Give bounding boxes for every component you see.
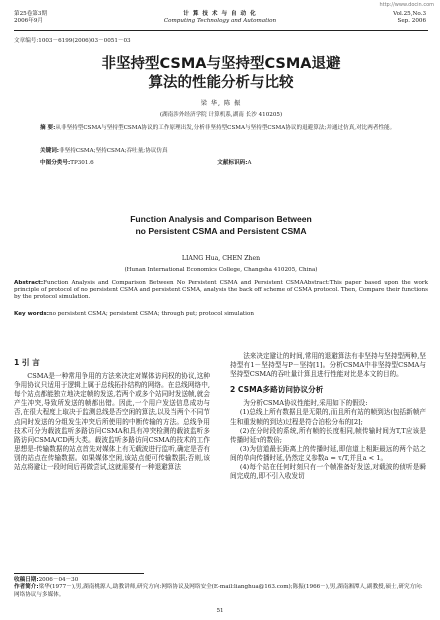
abstract-zh-text: 从非坚持型CSMA与坚持型CSMA协议的工作原理出发,分析非坚持型CSMA与坚持型CSMA协议的退避算法;并通过仿真,对比两者性能。 [55, 125, 396, 131]
clc-label: 中图分类号: [40, 160, 71, 166]
section-2-heading: 2 CSMA多路访问协议分析 [230, 385, 324, 395]
received-label: 收稿日期: [14, 577, 39, 583]
author-bio-label: 作者简介: [14, 584, 39, 591]
keywords-zh [40, 148, 405, 155]
keywords-en [14, 311, 428, 318]
assumption-3: (3)为信道最长距离上的传播时延,即信道上相距最远的两个站之间的单向传播时延,仍然定义参数a = τ/T,并且a < 1。 [230, 444, 426, 462]
title-en-line1: Function Analysis and Comparison Between [130, 214, 312, 224]
abstract-en [14, 280, 428, 301]
paragraph-assumptions: 为分析CSMA协议性能时,采用如下的假设: [243, 399, 368, 408]
abstract-en-label: Abstract: [14, 280, 44, 286]
doc-code-label: 文献标识码: [217, 160, 248, 166]
article-id: 文章编号:1003－6199(2006)03－0051－03 [14, 38, 131, 44]
paragraph-intro-continued: 法来决定避让的时间,常用的退避算法有非坚持与坚持型两种,坚持型有1－坚持型与P－坚持[1]。分析CSMA中非坚持型CSMA与坚持型CSMA的吞吐量计算且进行性能对比是本文的目的。 [230, 352, 426, 379]
title-zh-line2: 算法的性能分析与比较 [148, 75, 294, 91]
assumption-1: (1)总线上所有数据且是无限的,而且所有站的帧到达(包括新帧产生和重发帧的到达)过程是符合泊松分布的[2]; [230, 408, 426, 426]
issue-info [14, 11, 47, 25]
footnote [14, 577, 428, 599]
doc-code-value: A [247, 160, 252, 166]
keywords-en-label: Key words: [14, 311, 49, 317]
keywords-zh-label: 关键词: [40, 148, 60, 154]
assumption-2: (2)在分时段的系统,所有帧的长度相同,帧传输时间为T,T应该是传播时延τ的数倍; [230, 426, 426, 444]
author-bio [14, 584, 428, 599]
issue-volume: 第25卷第3期 [14, 11, 48, 17]
journal-name-en: Computing Technology and Automation [163, 18, 277, 24]
keywords-en-text: no persistent CSMA; persistent CSMA; through put; protocol simulation [48, 311, 254, 317]
authors-en: LIANG Hua, CHEN Zhen [181, 255, 261, 262]
watermark-url: http://www.docin.com [379, 2, 434, 8]
page-number: 51 [216, 608, 224, 614]
journal-name [120, 11, 320, 25]
author-bio-text: 梁华(1977－),男,湖南桃源人,助教讲师,研究方向:网络协议及网络安全(E-mail:lianghua@163.com);陈振(1966－),男,湖南湘潭人,副教授,硕士,研究方向:网络协议与多媒体。 [14, 584, 423, 598]
issue-date-en: Sep. 2006 [397, 18, 426, 24]
journal-name-zh: 计 算 技 术 与 自 动 化 [183, 11, 257, 17]
body-column-left [14, 352, 210, 472]
affiliation-en: (Hunan International Economics College, Changsha 410205, China) [124, 267, 318, 273]
abstract-zh [40, 125, 405, 132]
keywords-zh-text: 非坚持CSMA;坚持CSMA;吞吐量;协议仿真 [59, 148, 168, 154]
paragraph-intro: CSMA是一种常用争用的方法来决定对媒体访问权的协议,这种争用协议只适用于逻辑上属于总线拓扑结构的网络。在总线网络中,每个站点都能独立地决定帧的发送,若两个或多个站同时发送帧,就会产生冲突,导致所发送的帧都出错。因此,一个用户发送信息成功与否,在很大程度上取决于监测总线是否空闲的算法,以及当两个不同节点同时发送的分组发生冲突后所使用的中断传输的方法。总线争用技术可分为载波监听多路访问CSMA和具有冲突检测的载波监听多路访问CSMA/CD两大类。载波监听多路访问CSMA的技术的工作思想是:传输数据的站点首先对媒体上有无载波进行监听,确定是否有别的站点在传输数据。如果媒体空闲,该站点便可传输数据;否则,该站点将避让一段时间后再做尝试,这就需要有一种退避算法 [14, 372, 210, 472]
section-1-heading: 1 引 言 [14, 358, 40, 367]
issue-info-en [393, 11, 426, 25]
classification [40, 160, 405, 167]
authors-zh: 梁 华, 陈 振 [200, 100, 242, 107]
affiliation-zh: (湖南涉外经济学院 计算机系,湖南 长沙 410205) [159, 112, 283, 118]
issue-date: 2006年9月 [14, 18, 43, 24]
clc-value: TP301.6 [70, 160, 94, 166]
title-zh [14, 55, 428, 93]
title-en-line2: no Persistent CSMA and Persistent CSMA [135, 226, 307, 236]
issue-volume-en: Vol.25,No.3 [393, 11, 426, 17]
title-en [14, 213, 428, 237]
title-zh-line1: 非坚持型CSMA与坚持型CSMA退避 [101, 56, 341, 72]
footnote-rule [14, 573, 144, 574]
assumption-4: (4)每个站在任何时刻只有一个帧准备好发送,对载波的侦听是瞬间完成的,即不引入收发切 [230, 463, 426, 481]
header-rule [14, 30, 428, 31]
abstract-en-text: Function Analysis and Comparison Between No Persistent CSMA and Persistent CSMAAbstract:This paper based upon the work principle of protocol of no persistent CSMA and persistent CSMA, analysis the back off scheme of CSMA protocol. Then, Compare their functions by the protocol simulation. [14, 280, 428, 300]
body-column-right [230, 352, 426, 481]
abstract-zh-label: 摘 要: [40, 125, 56, 131]
received-value: 2006－04－30 [38, 577, 79, 583]
